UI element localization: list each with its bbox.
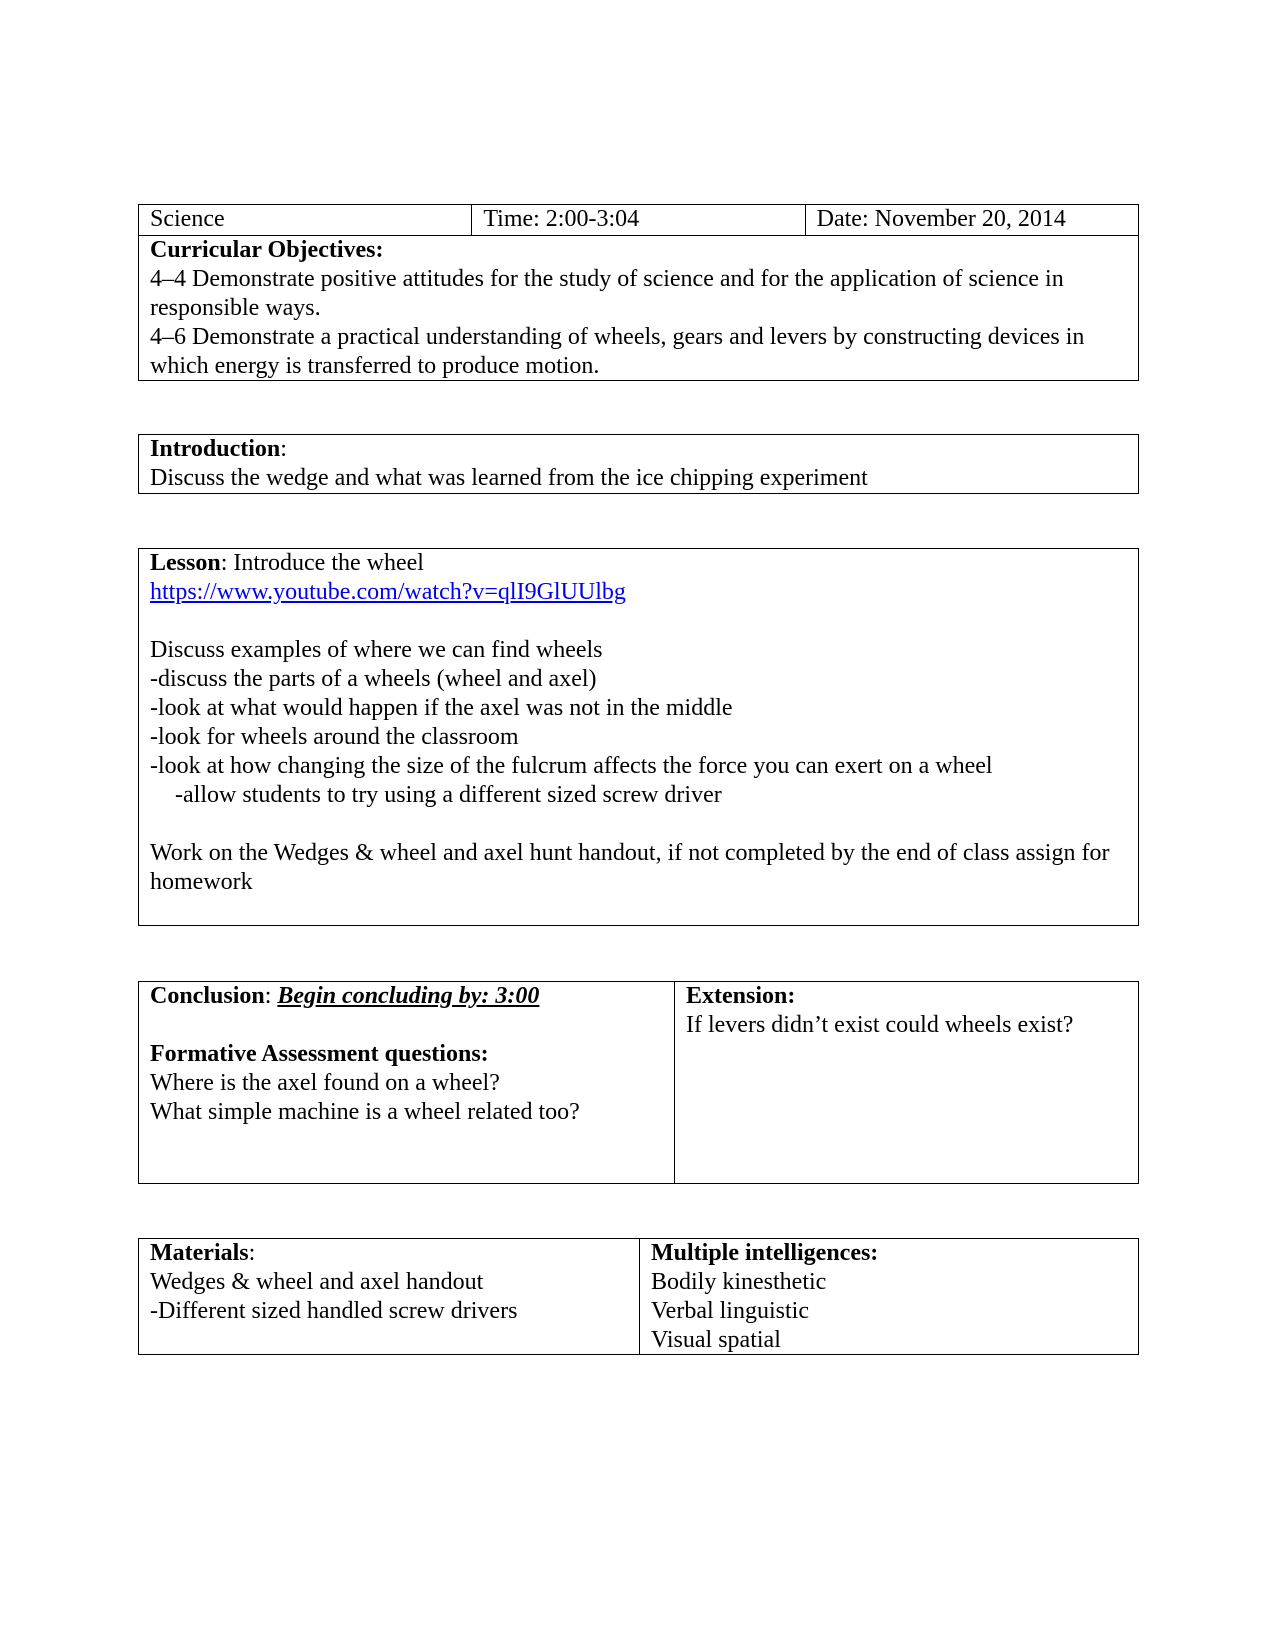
lesson-line: -look for wheels around the classroom	[150, 724, 519, 750]
extension-cell	[674, 982, 1138, 1183]
introduction-heading: Introduction	[150, 436, 281, 462]
objectives-cell	[139, 236, 1138, 381]
materials-item: Wedges & wheel and axel handout	[150, 1269, 484, 1295]
lesson-line: -look at how changing the size of the fulcrum affects the force you can exert on a wheel	[150, 753, 993, 779]
extension-text: If levers didn’t exist could wheels exist?	[686, 1012, 1074, 1038]
lesson-video-link[interactable]: https://www.youtube.com/watch?v=qlI9GlUUlbg	[150, 579, 626, 605]
lesson-line: Discuss examples of where we can find wheels	[150, 637, 603, 663]
lesson-heading: Lesson	[150, 550, 221, 576]
conclusion-heading: Conclusion	[150, 983, 265, 1009]
lesson-homework: Work on the Wedges & wheel and axel hunt handout, if not completed by the end of class assign for homework	[150, 840, 1110, 895]
conclusion-colon: :	[264, 983, 278, 1009]
introduction-box	[138, 434, 1139, 494]
lesson-box	[138, 548, 1139, 926]
lesson-heading-line	[150, 549, 1127, 578]
lesson-line: -look at what would happen if the axel was not in the middle	[150, 695, 733, 721]
intelligences-cell	[639, 1239, 1138, 1354]
intelligence-item: Verbal linguistic	[651, 1298, 809, 1324]
lesson-title: : Introduce the wheel	[220, 550, 424, 576]
introduction-heading-line	[150, 435, 1127, 464]
conclusion-heading-line	[150, 982, 663, 1011]
materials-cell	[139, 1239, 639, 1354]
lesson-sub-line: -allow students to try using a different sized screw driver	[175, 782, 722, 808]
assessment-question: What simple machine is a wheel related too?	[150, 1099, 580, 1125]
materials-heading-line	[150, 1239, 628, 1268]
intelligence-item: Visual spatial	[651, 1327, 781, 1353]
introduction-colon: :	[280, 436, 287, 462]
materials-table	[138, 1238, 1139, 1355]
materials-colon: :	[248, 1240, 256, 1266]
intelligence-item: Bodily kinesthetic	[651, 1269, 827, 1295]
objective-item: 4–6 Demonstrate a practical understanding of wheels, gears and levers by constructing devices in which energy is transferred to produce motion.	[150, 324, 1085, 379]
lesson-line: -discuss the parts of a wheels (wheel and axel)	[150, 666, 597, 692]
subject-cell: Science	[150, 206, 225, 232]
objective-item: 4–4 Demonstrate positive attitudes for the study of science and for the application of science in responsible ways.	[150, 266, 1064, 321]
header-row	[139, 205, 1138, 236]
date-cell: Date: November 20, 2014	[805, 205, 1138, 235]
conclusion-extension-table	[138, 981, 1139, 1184]
objectives-heading: Curricular Objectives:	[150, 237, 384, 263]
intelligences-heading: Multiple intelligences:	[651, 1240, 879, 1266]
assessment-heading: Formative Assessment questions:	[150, 1041, 489, 1067]
extension-heading: Extension:	[686, 983, 796, 1009]
time-cell: Time: 2:00-3:04	[471, 205, 804, 235]
objectives-table	[138, 204, 1139, 381]
conclusion-cell	[139, 982, 674, 1183]
introduction-text: Discuss the wedge and what was learned from the ice chipping experiment	[150, 465, 868, 491]
assessment-question: Where is the axel found on a wheel?	[150, 1070, 500, 1096]
conclusion-time-note: Begin concluding by: 3:00	[277, 983, 540, 1009]
materials-heading: Materials	[150, 1240, 249, 1266]
materials-item: -Different sized handled screw drivers	[150, 1298, 518, 1324]
